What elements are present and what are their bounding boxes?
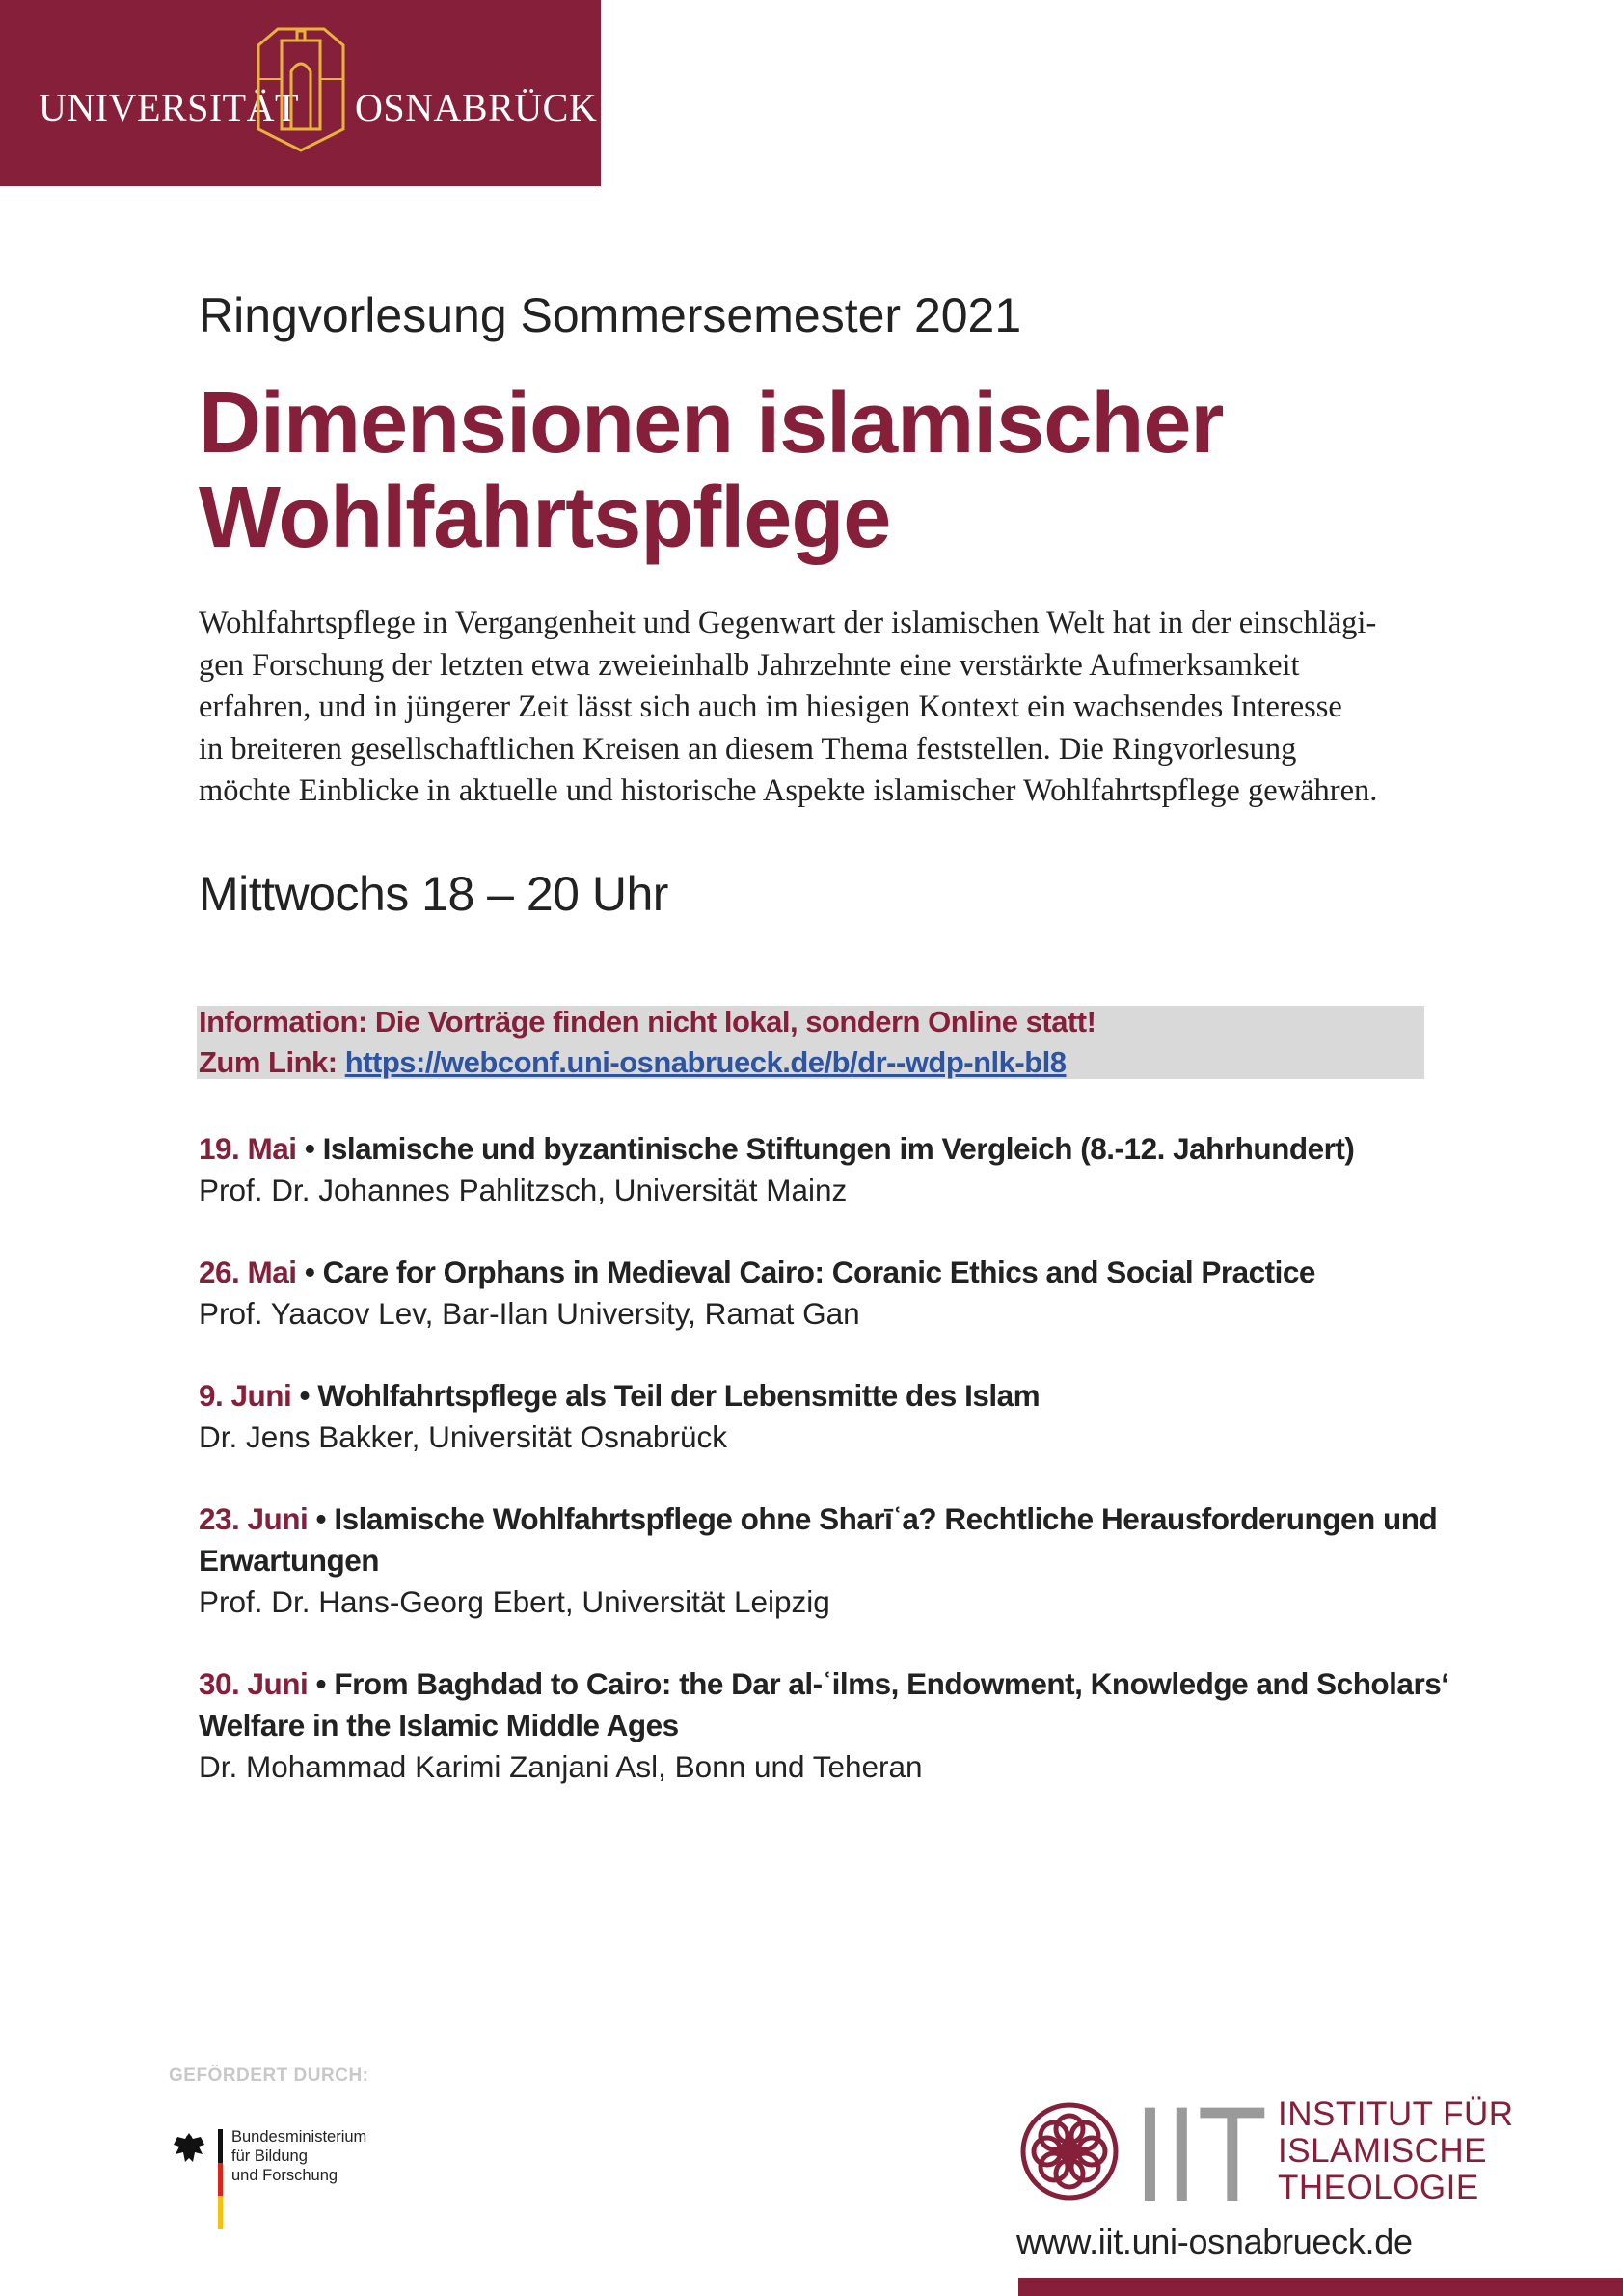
talk-speaker: Prof. Dr. Johannes Pahlitzsch, Universität Mainz [199,1173,848,1207]
link-label: Zum Link: [199,1045,338,1079]
bullet-separator: • [296,1255,323,1289]
iit-wordmark [1134,2078,1267,2229]
talk-title: Wohlfahrtspflege als Teil der Lebensmitte des Islam [317,1378,1041,1413]
talk-title: Islamische Wohlfahrtspflege ohne Sharīʿa? Rechtliche Herausforderungen und Erwartungen [199,1501,1438,1578]
talk-item [199,1128,1472,1211]
intro-line: möchte Einblicke in aktuelle und historische Aspekte islamischer Wohlfahrtspflege gewähren. [199,773,1378,808]
iit-rosette-icon [1018,2100,1121,2202]
university-header [0,0,601,186]
intro-line: Wohlfahrtspflege in Vergangenheit und Gegenwart der islamischen Welt hat in der einschlägi- [199,606,1377,640]
funded-by-label: GEFÖRDERT DURCH: [169,2066,369,2086]
talk-speaker: Dr. Mohammad Karimi Zanjani Asl, Bonn und Teheran [199,1749,923,1784]
lecture-series-subtitle: Ringvorlesung Sommersemester 2021 [199,288,1022,342]
title-line-1: Dimensionen islamischer [199,375,1224,472]
schedule-time: Mittwochs 18 – 20 Uhr [199,867,668,921]
bmbf-name-line: für Bildung [231,2147,308,2165]
talk-item [199,1663,1472,1788]
intro-line: in breiteren gesellschaftlichen Kreisen an diesem Thema feststellen. Die Ringvorlesung [199,731,1297,767]
institute-name-line: INSTITUT FÜR [1278,2095,1514,2133]
bmbf-name [231,2127,366,2185]
bullet-separator: • [291,1378,318,1413]
talk-date: 9. Juni [199,1378,292,1413]
institute-name [1278,2096,1514,2206]
iit-letters-text: IIT [1134,2078,1267,2229]
footer-band [1018,2278,1623,2296]
university-crest-icon [249,21,353,156]
institute-name-line: THEOLOGIE [1278,2169,1479,2206]
bullet-separator: • [308,1501,335,1536]
intro-line: gen Forschung der letzten etwa zweieinhalb Jahrzehnte eine verstärkte Aufmerksamkeit [199,647,1300,683]
bmbf-name-line: Bundesministerium [231,2128,367,2146]
talk-date: 23. Juni [199,1501,309,1536]
talk-item [199,1375,1472,1458]
institute-url[interactable]: www.iit.uni-osnabrueck.de [1016,2222,1413,2261]
title-line-2: Wohlfahrtspflege [199,470,891,566]
bmbf-name-line: und Forschung [231,2167,338,2184]
talk-date: 30. Juni [199,1666,309,1701]
talk-item [199,1499,1472,1623]
university-name-right: OSNABRÜCK [355,86,598,129]
talk-title: Care for Orphans in Medieval Cairo: Coranic Ethics and Social Practice [322,1255,1315,1289]
talk-item [199,1252,1472,1335]
bullet-separator: • [308,1666,335,1701]
talk-title: From Baghdad to Cairo: the Dar al-ʿilms, Endowment, Knowledge and Scholars‘ Welfare in the Islamic Middle Ages [199,1666,1449,1742]
german-flag-stripe [218,2129,223,2229]
university-name-left: UNIVERSITÄT [39,86,299,129]
federal-eagle-icon [172,2129,206,2168]
talk-speaker: Prof. Yaacov Lev, Bar-Ilan University, Ramat Gan [199,1296,860,1331]
institute-name-line: ISLAMISCHE [1278,2132,1487,2170]
bmbf-logo [172,2125,384,2231]
online-info-text: Information: Die Vorträge finden nicht lokal, sondern Online statt! [199,1005,1096,1039]
webconf-link[interactable]: https://webconf.uni-osnabrueck.de/b/dr--wdp-nlk-bl8 [344,1045,1067,1079]
intro-line: erfahren, und in jüngerer Zeit lässt sich auch im hiesigen Kontext ein wachsendes Interesse [199,689,1342,724]
talk-list [199,1128,1472,1828]
talk-title: Islamische und byzantinische Stiftungen im Vergleich (8.-12. Jahrhundert) [322,1131,1355,1166]
online-link-row [199,1045,1067,1080]
page-title [199,376,1223,565]
talk-date: 19. Mai [199,1131,297,1166]
talk-date: 26. Mai [199,1255,297,1289]
talk-speaker: Dr. Jens Bakker, Universität Osnabrück [199,1419,727,1454]
bullet-separator: • [296,1131,323,1166]
talk-speaker: Prof. Dr. Hans-Georg Ebert, Universität Leipzig [199,1584,830,1619]
intro-paragraph [199,603,1462,813]
